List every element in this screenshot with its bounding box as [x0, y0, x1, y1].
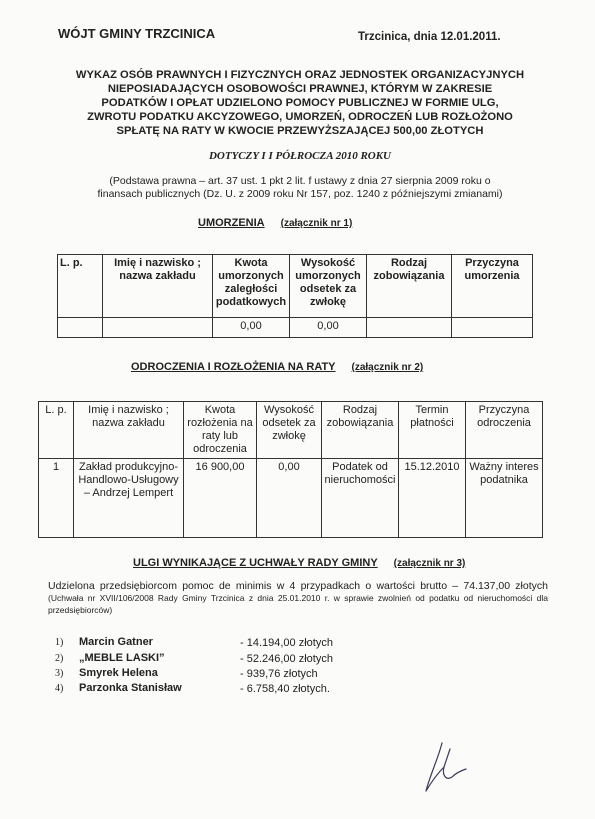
table-cell: [58, 318, 103, 338]
recipient-name: Marcin Gatner: [79, 636, 153, 648]
title-line: SPŁATĘ NA RATY W KWOCIE PRZEWYŻSZAJĄCEJ 500,00 ZŁOTYCH: [116, 125, 484, 137]
section-heading-ulgi: [133, 557, 465, 569]
table-cell: 1: [39, 459, 74, 538]
header-cell: Przyczyna umorzenia: [452, 255, 533, 318]
section-title: UMORZENIA: [198, 217, 265, 229]
list-item: [55, 667, 239, 679]
header-cell: Kwota umorzonych zaległości podatkowych: [213, 255, 290, 318]
document-title: [40, 68, 560, 138]
recipient-amount: - 14.194,00 złotych: [240, 637, 333, 649]
header-cell: Termin płatności: [399, 402, 466, 459]
legal-basis: [60, 175, 540, 201]
annex-label: (załącznik nr 1): [280, 218, 353, 229]
header-cell: Rodzaj zobowiązania: [367, 255, 452, 318]
annex-label: (załącznik nr 3): [393, 558, 466, 569]
table-cell: [452, 318, 533, 338]
list-item: [55, 682, 239, 694]
table-cell: 0,00: [290, 318, 367, 338]
header-cell: Wysokość umorzonych odsetek za zwłokę: [290, 255, 367, 318]
header-cell: Wysokość odsetek za zwłokę: [257, 402, 322, 459]
table-cell: Zakład produkcyjno-Handlowo-Usługowy – Andrzej Lempert: [74, 459, 184, 538]
office-name: WÓJT GMINY TRZCINICA: [58, 26, 216, 41]
deminimis-main-text: Udzielona przedsiębiorcom pomoc de minimis w 4 przypadkach o wartości brutto – 74.137,00 złotych: [48, 580, 548, 592]
place-date: Trzcinica, dnia 12.01.2011.: [358, 31, 501, 43]
deminimis-resolution-note: (Uchwała nr XVII/106/2008 Rady Gminy Trzcinica z dnia 25.01.2010 r. w sprawie zwolnień od podatku od nieruchomości dla przedsiębiorców): [48, 593, 548, 615]
table-cell: Ważny interes podatnika: [466, 459, 543, 538]
section-heading-umorzenia: [198, 217, 352, 229]
legal-line: (Podstawa prawna – art. 37 ust. 1 pkt 2 lit. f ustawy z dnia 27 sierpnia 2009 roku o: [109, 175, 491, 187]
table-cell: [367, 318, 452, 338]
table-header-row: [39, 402, 543, 459]
title-line: WYKAZ OSÓB PRAWNYCH I FIZYCZNYCH ORAZ JEDNOSTEK ORGANIZACYJNYCH: [75, 69, 525, 81]
table-cell: 15.12.2010: [399, 459, 466, 538]
section-title: ODROCZENIA I ROZŁOŻENIA NA RATY: [131, 361, 336, 373]
odroczenia-table: [38, 401, 543, 538]
table-cell: Podatek od nieruchomości: [322, 459, 399, 538]
recipient-name: „MEBLE LASKI”: [79, 652, 165, 664]
list-number: 2): [55, 653, 64, 664]
table-row: [58, 318, 533, 338]
header-cell: Przyczyna odroczenia: [466, 402, 543, 459]
header-cell: Kwota rozłożenia na raty lub odroczenia: [184, 402, 257, 459]
legal-line: finansach publicznych (Dz. U. z 2009 roku Nr 157, poz. 1240 z późniejszymi zmianami): [97, 188, 503, 200]
list-item: [55, 652, 239, 664]
recipient-name: Parzonka Stanisław: [79, 682, 182, 694]
table-cell: [103, 318, 213, 338]
list-number: 1): [55, 637, 64, 648]
table-row: [39, 459, 543, 538]
header-cell: Imię i nazwisko ; nazwa zakładu: [103, 255, 213, 318]
header-cell: Imię i nazwisko ; nazwa zakładu: [74, 402, 184, 459]
deminimis-paragraph: [48, 580, 548, 616]
table-cell: 0,00: [257, 459, 322, 538]
table-cell: 0,00: [213, 318, 290, 338]
annex-label: (załącznik nr 2): [351, 362, 424, 373]
title-line: NIEPOSIADAJĄCYCH OSOBOWOŚCI PRAWNEJ, KTÓRYM W ZAKRESIE: [107, 83, 493, 95]
table-header-row: [58, 255, 533, 318]
header-cell: L. p.: [39, 402, 74, 459]
list-number: 4): [55, 683, 64, 694]
title-line: PODATKÓW I OPŁAT UDZIELONO POMOCY PUBLICZNEJ W FORMIE ULG,: [101, 97, 499, 109]
section-title: ULGI WYNIKAJĄCE Z UCHWAŁY RADY GMINY: [133, 557, 378, 569]
umorzenia-table: [57, 254, 533, 338]
header-cell: L. p.: [58, 255, 103, 318]
list-number: 3): [55, 668, 64, 679]
recipient-name: Smyrek Helena: [79, 667, 158, 679]
table-cell: 16 900,00: [184, 459, 257, 538]
recipient-amount: - 6.758,40 złotych.: [240, 683, 330, 695]
list-item: [55, 636, 239, 648]
recipient-amount: - 939,76 złotych: [240, 668, 318, 680]
header-cell: Rodzaj zobowiązania: [322, 402, 399, 459]
title-line: ZWROTU PODATKU AKCYZOWEGO, UMORZEŃ, ODROCZEŃ LUB ROZŁOŻONO: [87, 111, 513, 123]
recipient-amount: - 52.246,00 złotych: [240, 653, 333, 665]
handwritten-signature: [422, 741, 472, 793]
period-subtitle: DOTYCZY I I PÓŁROCZA 2010 ROKU: [208, 150, 391, 162]
section-heading-odroczenia: [131, 361, 423, 373]
